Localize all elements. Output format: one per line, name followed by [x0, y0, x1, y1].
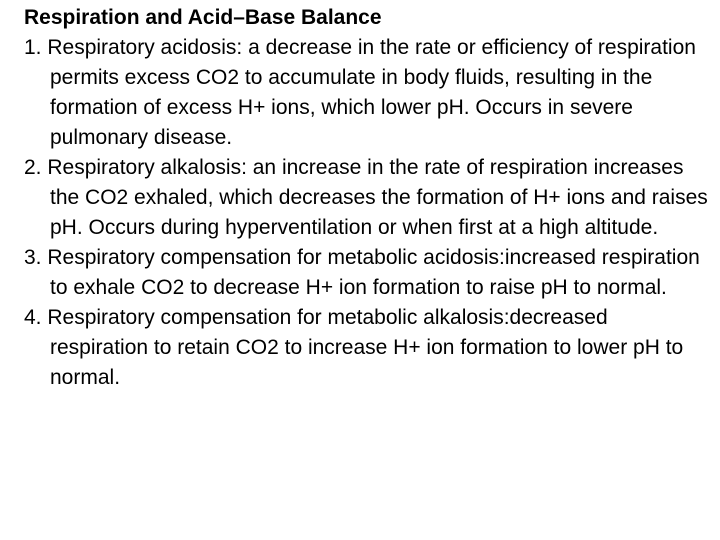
slide-title: Respiration and Acid–Base Balance	[24, 6, 382, 29]
list-item-compensation-metabolic-acidosis: 3. Respiratory compensation for metabolic acidosis:increased respiration to exhale CO2 to decrease H+ ion formation to raise pH to normal.	[24, 246, 700, 299]
list-item-respiratory-alkalosis: 2. Respiratory alkalosis: an increase in the rate of respiration increases the CO2 exhaled, which decreases the formation of H+ ions and raises pH. Occurs during hyperventilation or when first at a high altitude.	[24, 156, 708, 239]
point-list	[24, 33, 710, 393]
list-item-respiratory-acidosis: 1. Respiratory acidosis: a decrease in the rate or efficiency of respiration permits excess CO2 to accumulate in body fluids, resulting in the formation of excess H+ ions, which lower pH. Occurs in severe pulmonary disease.	[24, 36, 696, 149]
list-item-compensation-metabolic-alkalosis: 4. Respiratory compensation for metabolic alkalosis:decreased respiration to retain CO2 to increase H+ ion formation to lower pH to normal.	[24, 306, 684, 389]
